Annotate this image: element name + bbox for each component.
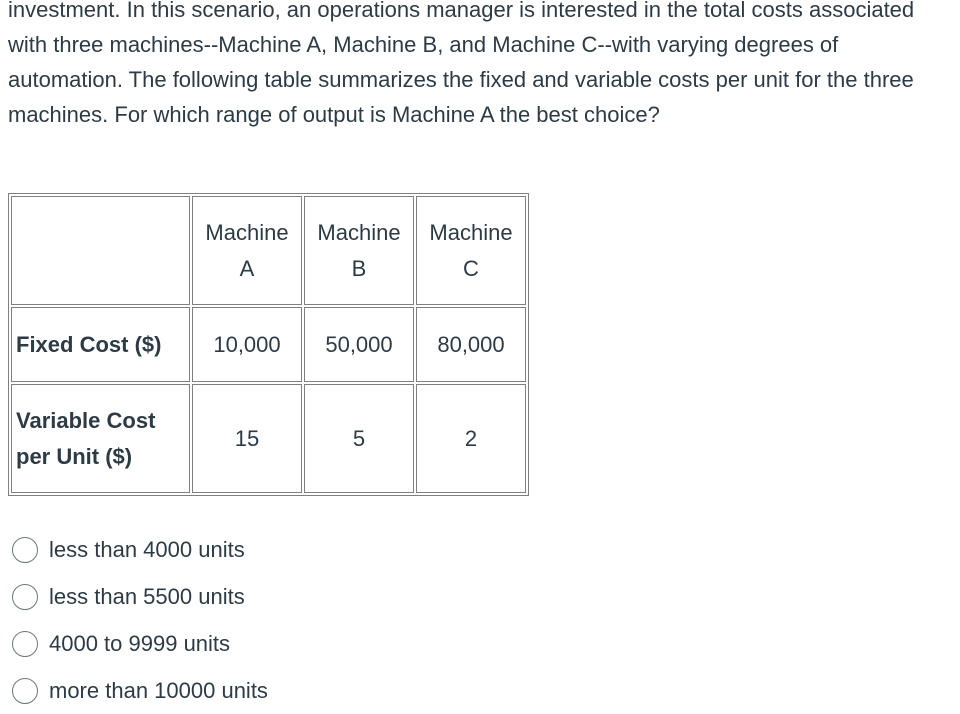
header-machine-a-line1: Machine [205, 219, 289, 245]
table-header-row [11, 196, 526, 305]
cell-variable-cost-c: 2 [416, 384, 526, 493]
radio-button-icon[interactable] [12, 584, 38, 610]
answer-option-1[interactable] [12, 526, 268, 573]
cell-fixed-cost-b: 50,000 [304, 307, 414, 382]
header-machine-a-line2: A [239, 255, 255, 281]
row-label-variable-cost [11, 384, 190, 493]
answer-options [12, 526, 268, 714]
table-row-variable-cost [11, 384, 526, 493]
header-machine-b [304, 196, 414, 305]
radio-button-icon[interactable] [12, 631, 38, 657]
header-machine-b-line1: Machine [317, 219, 401, 245]
answer-option-3[interactable] [12, 620, 268, 667]
header-machine-c-line2: C [463, 255, 479, 281]
question-text: investment. In this scenario, an operations manager is interested in the total costs associated with three machines--Machine A, Machine B, and Machine C--with varying degrees of automation. The following table summarizes the fixed and variable costs per unit for the three machines. For which range of output is Machine A the best choice? [8, 0, 915, 127]
table-row-fixed-cost [11, 307, 526, 382]
answer-option-label: 4000 to 9999 units [49, 630, 231, 656]
row-label-variable-cost-line2: per Unit ($) [16, 443, 133, 469]
cell-variable-cost-b: 5 [304, 384, 414, 493]
table-corner-cell [11, 196, 190, 305]
answer-option-label: more than 10000 units [49, 677, 268, 703]
header-machine-a [192, 196, 302, 305]
answer-option-label: less than 5500 units [49, 583, 245, 609]
cost-table [8, 193, 529, 496]
header-machine-b-line2: B [351, 255, 367, 281]
header-machine-c [416, 196, 526, 305]
answer-option-4[interactable] [12, 667, 268, 714]
header-machine-c-line1: Machine [429, 219, 513, 245]
radio-button-icon[interactable] [12, 537, 38, 563]
cell-fixed-cost-c: 80,000 [416, 307, 526, 382]
radio-button-icon[interactable] [12, 678, 38, 704]
answer-option-2[interactable] [12, 573, 268, 620]
cell-variable-cost-a: 15 [192, 384, 302, 493]
cell-fixed-cost-a: 10,000 [192, 307, 302, 382]
answer-option-label: less than 4000 units [49, 536, 245, 562]
row-label-variable-cost-line1: Variable Cost [16, 407, 156, 433]
row-label-fixed-cost: Fixed Cost ($) [11, 307, 190, 382]
